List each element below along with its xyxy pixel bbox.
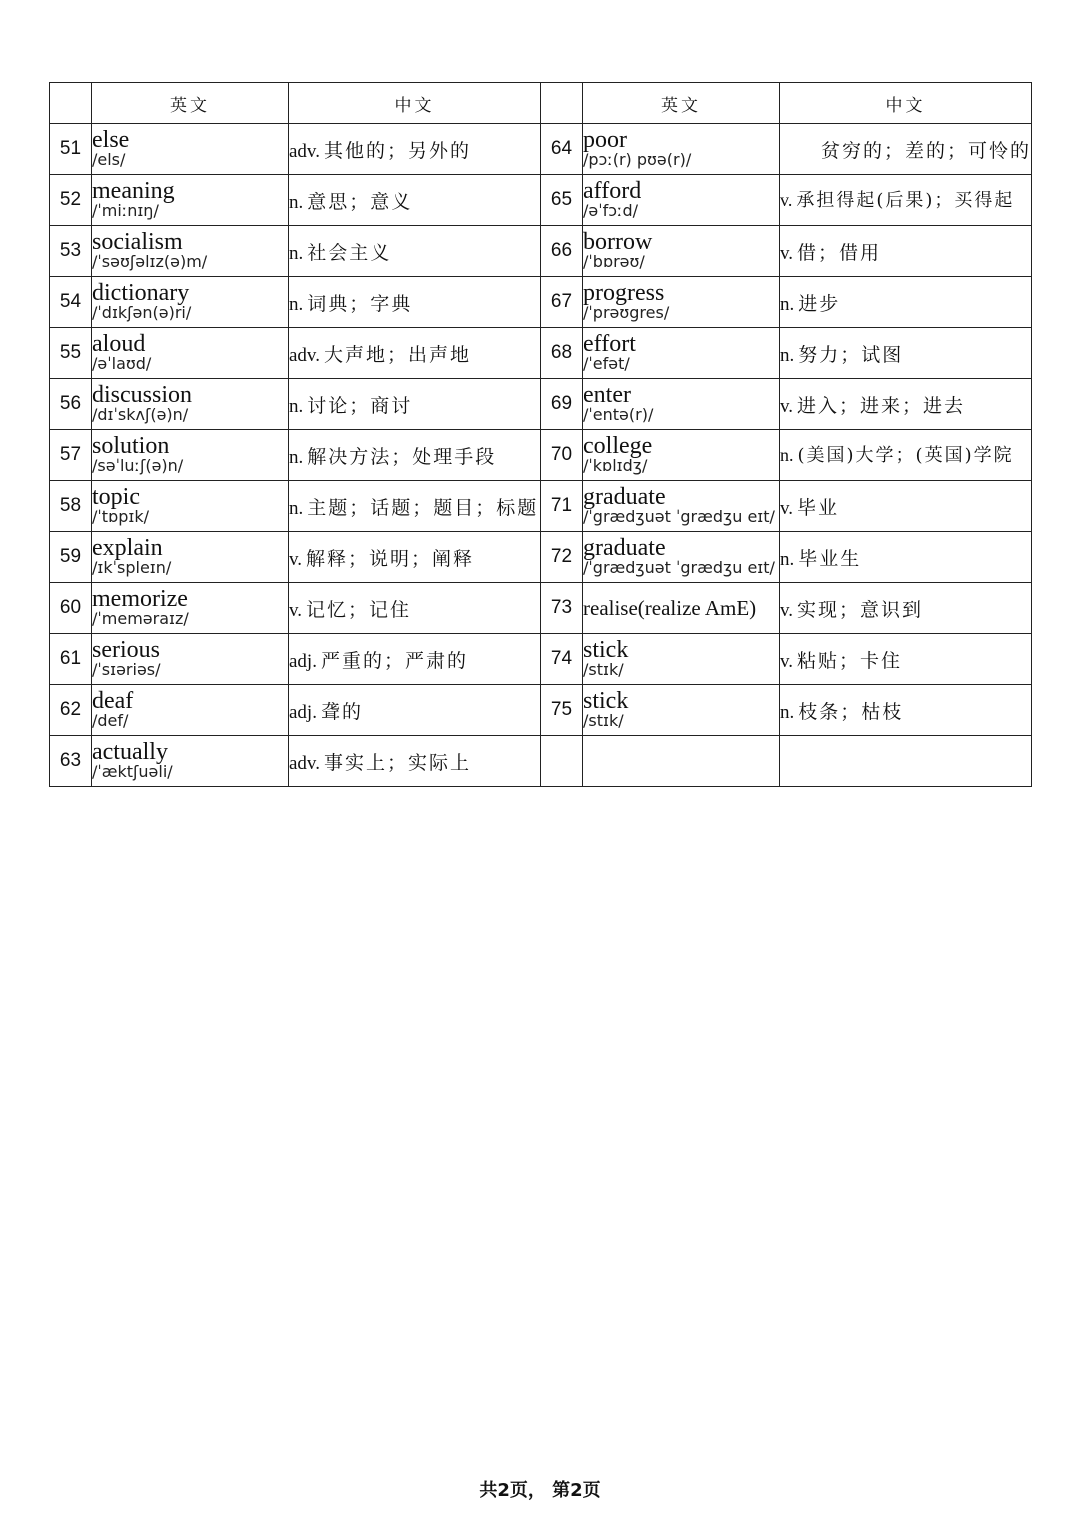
phonetic: /ɪkˈspleɪn/ xyxy=(92,558,172,577)
chinese-meaning: 枝条；枯枝 xyxy=(798,700,904,723)
table-row xyxy=(50,685,1032,736)
phonetic: /els/ xyxy=(92,150,126,169)
entry-number: 66 xyxy=(541,226,583,277)
chinese-cell xyxy=(780,634,1032,685)
part-of-speech: n. xyxy=(780,548,795,570)
english-word: graduate xyxy=(583,535,666,561)
chinese-meaning: 意思；意义 xyxy=(307,190,413,213)
english-cell xyxy=(583,277,780,328)
chinese-meaning: 主题；话题；题目；标题 xyxy=(307,496,539,519)
entry-number: 54 xyxy=(50,277,92,328)
chinese-cell xyxy=(780,532,1032,583)
english-cell xyxy=(583,379,780,430)
english-cell xyxy=(583,481,780,532)
entry-number: 74 xyxy=(541,634,583,685)
part-of-speech: n. xyxy=(289,395,304,417)
chinese-meaning: 社会主义 xyxy=(307,241,392,264)
entry-number: 63 xyxy=(50,736,92,787)
english-cell xyxy=(583,634,780,685)
part-of-speech: n. xyxy=(289,497,304,519)
english-word: socialism xyxy=(92,229,183,255)
english-word: enter xyxy=(583,382,631,408)
table-row xyxy=(50,736,1032,787)
english-cell xyxy=(92,736,289,787)
phonetic: /əˈlaʊd/ xyxy=(92,354,152,373)
part-of-speech: n. xyxy=(289,446,304,468)
part-of-speech: n. xyxy=(289,191,304,213)
phonetic: /ˈprəʊgres/ xyxy=(583,303,670,322)
chinese-meaning: 严重的；严肃的 xyxy=(320,649,468,672)
phonetic: /ˈsɪəriəs/ xyxy=(92,660,161,679)
english-word: realise(realize AmE) xyxy=(583,595,757,620)
entry-number: 75 xyxy=(541,685,583,736)
part-of-speech: v. xyxy=(780,497,794,519)
table-row xyxy=(50,634,1032,685)
english-cell xyxy=(92,175,289,226)
chinese-meaning: 粘贴；卡住 xyxy=(797,649,903,672)
chinese-cell xyxy=(780,328,1032,379)
phonetic: /stɪk/ xyxy=(583,711,624,730)
english-cell xyxy=(92,583,289,634)
phonetic: /əˈfɔːd/ xyxy=(583,201,638,220)
phonetic: /ˈkɒlɪdʒ/ xyxy=(583,456,648,475)
english-cell xyxy=(583,226,780,277)
chinese-meaning: 事实上；实际上 xyxy=(323,751,471,774)
english-cell xyxy=(583,685,780,736)
entry-number xyxy=(541,736,583,787)
english-cell xyxy=(583,736,780,787)
entry-number: 65 xyxy=(541,175,583,226)
entry-number: 67 xyxy=(541,277,583,328)
english-word: actually xyxy=(92,739,168,765)
english-cell xyxy=(92,430,289,481)
table-row xyxy=(50,532,1032,583)
part-of-speech: adv. xyxy=(289,140,320,162)
english-cell xyxy=(92,634,289,685)
chinese-meaning: 记忆；记住 xyxy=(306,598,412,621)
part-of-speech: n. xyxy=(780,701,795,723)
english-cell xyxy=(92,277,289,328)
chinese-cell xyxy=(289,124,541,175)
english-cell xyxy=(583,430,780,481)
table-row xyxy=(50,583,1032,634)
entry-number: 59 xyxy=(50,532,92,583)
english-cell xyxy=(583,532,780,583)
table-row xyxy=(50,124,1032,175)
chinese-cell xyxy=(780,124,1032,175)
english-word: dictionary xyxy=(92,280,190,306)
entry-number: 51 xyxy=(50,124,92,175)
chinese-cell xyxy=(289,175,541,226)
table-row xyxy=(50,175,1032,226)
part-of-speech: n. xyxy=(780,293,795,315)
phonetic: /ˈmeməraɪz/ xyxy=(92,609,189,628)
english-cell xyxy=(92,481,289,532)
english-cell xyxy=(583,175,780,226)
english-word: poor xyxy=(583,127,627,153)
english-word: meaning xyxy=(92,178,175,204)
chinese-cell xyxy=(289,532,541,583)
english-cell xyxy=(583,583,780,634)
phonetic: /səˈluːʃ(ə)n/ xyxy=(92,456,184,475)
chinese-cell xyxy=(289,736,541,787)
phonetic: /ˈsəʊʃəlɪz(ə)m/ xyxy=(92,252,208,271)
chinese-cell xyxy=(289,685,541,736)
chinese-meaning: 毕业生 xyxy=(798,547,862,570)
table-row xyxy=(50,379,1032,430)
phonetic: /def/ xyxy=(92,711,129,730)
entry-number: 56 xyxy=(50,379,92,430)
part-of-speech: adj. xyxy=(289,650,317,672)
chinese-cell xyxy=(289,226,541,277)
english-word: serious xyxy=(92,637,160,663)
chinese-meaning: 讨论；商讨 xyxy=(307,394,413,417)
entry-number: 71 xyxy=(541,481,583,532)
part-of-speech: v. xyxy=(289,548,303,570)
entry-number: 69 xyxy=(541,379,583,430)
chinese-meaning: 进入；进来；进去 xyxy=(797,394,966,417)
phonetic: /ˈgrædʒuət ˈgrædʒu eɪt/ xyxy=(583,558,775,577)
header-english: 英文 xyxy=(92,83,289,124)
chinese-meaning: 大声地；出声地 xyxy=(323,343,471,366)
entry-number: 73 xyxy=(541,583,583,634)
chinese-meaning: 解决方法；处理手段 xyxy=(307,445,497,468)
entry-number: 64 xyxy=(541,124,583,175)
vocabulary-table xyxy=(49,82,1032,787)
part-of-speech: v. xyxy=(780,599,794,621)
chinese-meaning: 努力；试图 xyxy=(798,343,904,366)
part-of-speech: adj. xyxy=(289,701,317,723)
english-word: aloud xyxy=(92,331,146,357)
english-word: topic xyxy=(92,484,140,510)
part-of-speech: v. xyxy=(780,242,794,264)
phonetic: /ˈdɪkʃən(ə)ri/ xyxy=(92,303,192,322)
english-cell xyxy=(92,124,289,175)
english-cell xyxy=(92,328,289,379)
english-word: discussion xyxy=(92,382,193,408)
part-of-speech: n. xyxy=(780,444,794,465)
part-of-speech: n. xyxy=(289,293,304,315)
chinese-meaning: 其他的；另外的 xyxy=(323,139,471,162)
english-cell xyxy=(583,124,780,175)
english-word: college xyxy=(583,433,653,459)
header-english: 英文 xyxy=(583,83,780,124)
phonetic: /ˈefət/ xyxy=(583,354,630,373)
english-cell xyxy=(583,328,780,379)
entry-number: 52 xyxy=(50,175,92,226)
page-footer: 共2页， 第2页 xyxy=(479,1480,601,1501)
chinese-cell xyxy=(289,328,541,379)
header-chinese: 中文 xyxy=(780,83,1032,124)
chinese-cell xyxy=(289,583,541,634)
chinese-cell xyxy=(289,634,541,685)
chinese-meaning: 贫穷的；差的；可怜的 xyxy=(820,139,1031,162)
header-number xyxy=(50,83,92,124)
english-word: stick xyxy=(583,637,629,663)
chinese-cell xyxy=(780,685,1032,736)
english-word: progress xyxy=(583,280,665,306)
entry-number: 62 xyxy=(50,685,92,736)
entry-number: 61 xyxy=(50,634,92,685)
chinese-meaning: 聋的 xyxy=(320,700,363,723)
part-of-speech: v. xyxy=(780,650,794,672)
header-number xyxy=(541,83,583,124)
chinese-meaning: (美国)大学；(英国)学院 xyxy=(797,444,1014,466)
phonetic: /ˈentə(r)/ xyxy=(583,405,654,424)
phonetic: /dɪˈskʌʃ(ə)n/ xyxy=(92,405,189,424)
table-row xyxy=(50,277,1032,328)
chinese-meaning: 承担得起(后果)；买得起 xyxy=(796,189,1015,211)
chinese-cell xyxy=(780,430,1032,481)
english-cell xyxy=(92,685,289,736)
table-row xyxy=(50,430,1032,481)
entry-number: 55 xyxy=(50,328,92,379)
entry-number: 58 xyxy=(50,481,92,532)
english-word: afford xyxy=(583,178,642,204)
english-cell xyxy=(92,532,289,583)
entry-number: 60 xyxy=(50,583,92,634)
english-word: graduate xyxy=(583,484,666,510)
part-of-speech: v. xyxy=(780,395,794,417)
english-cell xyxy=(92,226,289,277)
part-of-speech: n. xyxy=(289,242,304,264)
phonetic: /ˈmiːnɪŋ/ xyxy=(92,201,159,220)
english-word: stick xyxy=(583,688,629,714)
chinese-cell xyxy=(289,277,541,328)
phonetic: /ˈæktʃuəli/ xyxy=(92,762,173,781)
english-cell xyxy=(92,379,289,430)
english-word: borrow xyxy=(583,229,653,255)
table-row xyxy=(50,226,1032,277)
header-chinese: 中文 xyxy=(289,83,541,124)
chinese-cell xyxy=(289,481,541,532)
english-word: deaf xyxy=(92,688,134,714)
table-row xyxy=(50,481,1032,532)
chinese-cell xyxy=(780,277,1032,328)
chinese-cell xyxy=(780,226,1032,277)
entry-number: 70 xyxy=(541,430,583,481)
english-word: effort xyxy=(583,331,636,357)
chinese-cell xyxy=(289,430,541,481)
chinese-cell xyxy=(780,175,1032,226)
chinese-cell xyxy=(289,379,541,430)
english-word: else xyxy=(92,127,130,153)
table-header-row xyxy=(50,83,1032,124)
part-of-speech: adv. xyxy=(289,344,320,366)
chinese-cell xyxy=(780,379,1032,430)
phonetic: /ˈgrædʒuət ˈgrædʒu eɪt/ xyxy=(583,507,775,526)
chinese-meaning: 解释；说明；阐释 xyxy=(306,547,475,570)
phonetic: /pɔː(r) pʊə(r)/ xyxy=(583,150,692,169)
entry-number: 68 xyxy=(541,328,583,379)
english-word: explain xyxy=(92,535,163,561)
phonetic: /ˈtɒpɪk/ xyxy=(92,507,149,526)
part-of-speech: v. xyxy=(780,189,793,210)
chinese-meaning: 词典；字典 xyxy=(307,292,413,315)
chinese-meaning: 进步 xyxy=(798,292,841,315)
chinese-cell xyxy=(780,481,1032,532)
english-word: memorize xyxy=(92,586,188,612)
chinese-meaning: 毕业 xyxy=(797,496,840,519)
english-word: solution xyxy=(92,433,170,459)
chinese-meaning: 借；借用 xyxy=(797,241,882,264)
part-of-speech: adv. xyxy=(289,752,320,774)
table-row xyxy=(50,328,1032,379)
entry-number: 53 xyxy=(50,226,92,277)
chinese-meaning: 实现；意识到 xyxy=(797,598,924,621)
entry-number: 72 xyxy=(541,532,583,583)
phonetic: /ˈbɒrəʊ/ xyxy=(583,252,645,271)
phonetic: /stɪk/ xyxy=(583,660,624,679)
part-of-speech: v. xyxy=(289,599,303,621)
chinese-cell xyxy=(780,583,1032,634)
part-of-speech: n. xyxy=(780,344,795,366)
entry-number: 57 xyxy=(50,430,92,481)
chinese-cell xyxy=(780,736,1032,787)
